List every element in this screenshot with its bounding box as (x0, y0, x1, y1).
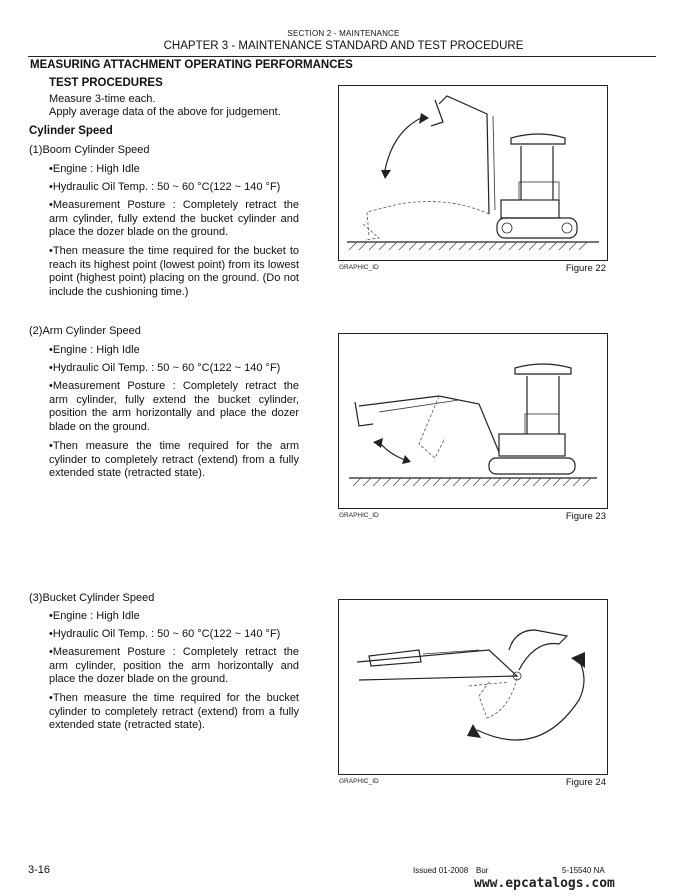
chapter-title: CHAPTER 3 - MAINTENANCE STANDARD AND TEST PROCEDURE (163, 40, 524, 52)
test-procedures-heading: TEST PROCEDURES (49, 77, 163, 89)
figure-23-label: Figure 23 (565, 511, 606, 522)
arm-cylinder-title: (2)Arm Cylinder Speed (29, 325, 141, 337)
document-number: 5-15540 NA (562, 866, 605, 875)
issued-date: Issued 01-2008 (413, 866, 469, 875)
bullet-posture: •Measurement Posture : Completely retract the arm cylinder, fully extend the bucket cylinder and place the dozer blade on the ground. (49, 199, 299, 239)
bullet-engine: •Engine : High Idle (49, 610, 140, 622)
watermark: www.epcatalogs.com (474, 876, 615, 891)
figure-24-graphic-id: GRAPHIC_ID (339, 778, 379, 785)
boom-cylinder-title: (1)Boom Cylinder Speed (29, 144, 150, 156)
bullet-posture: •Measurement Posture : Completely retract the arm cylinder, fully extend the bucket cylinder, position the arm horizontally and place the dozer blade on the ground. (49, 380, 299, 433)
main-heading: MEASURING ATTACHMENT OPERATING PERFORMANCES (30, 59, 353, 71)
bullet-engine: •Engine : High Idle (49, 344, 140, 356)
ground-hatch (347, 242, 599, 250)
test-procedure-line: Apply average data of the above for judgement. (49, 106, 281, 118)
section-label: SECTION 2 - MAINTENANCE (287, 29, 400, 38)
bullet-engine: •Engine : High Idle (49, 163, 140, 175)
bullet-posture: •Measurement Posture : Completely retract the arm cylinder, position the arm horizontally and place the dozer blade on the ground. (49, 646, 299, 686)
bucket-cylinder-illustration (339, 600, 607, 774)
figure-23-box (338, 333, 608, 509)
bullet-measure: •Then measure the time required for the bucket to reach its highest point (lowest point) from its lowest point (highest point) placing on the ground. (Do not include the cushioning time.) (49, 245, 299, 298)
bullet-measure: •Then measure the time required for the bucket cylinder to completely retract (extend) from a fully extended state (retracted state). (49, 692, 299, 732)
boom-raise-illustration (339, 86, 607, 260)
figure-24-box (338, 599, 608, 775)
figure-24-label: Figure 24 (565, 777, 606, 788)
figure-22-graphic-id: GRAPHIC_ID (339, 264, 379, 271)
header-divider (28, 56, 656, 57)
language-code: Bur (476, 866, 489, 875)
bullet-measure: •Then measure the time required for the arm cylinder to completely retract (extend) from a fully extended state (retracted state). (49, 440, 299, 480)
figure-23-graphic-id: GRAPHIC_ID (339, 512, 379, 519)
page-number: 3-16 (28, 864, 51, 876)
test-procedure-line: Measure 3-time each. (49, 93, 156, 105)
bucket-cylinder-title: (3)Bucket Cylinder Speed (29, 592, 155, 604)
bullet-oil-temp: •Hydraulic Oil Temp. : 50 ~ 60 °C(122 ~ 140 °F) (49, 628, 281, 640)
figure-22-label: Figure 22 (565, 263, 606, 274)
bullet-oil-temp: •Hydraulic Oil Temp. : 50 ~ 60 °C(122 ~ 140 °F) (49, 362, 281, 374)
bullet-oil-temp: •Hydraulic Oil Temp. : 50 ~ 60 °C(122 ~ 140 °F) (49, 181, 281, 193)
figure-22-box (338, 85, 608, 261)
cylinder-speed-heading: Cylinder Speed (29, 125, 113, 137)
arm-cylinder-illustration (339, 334, 607, 508)
